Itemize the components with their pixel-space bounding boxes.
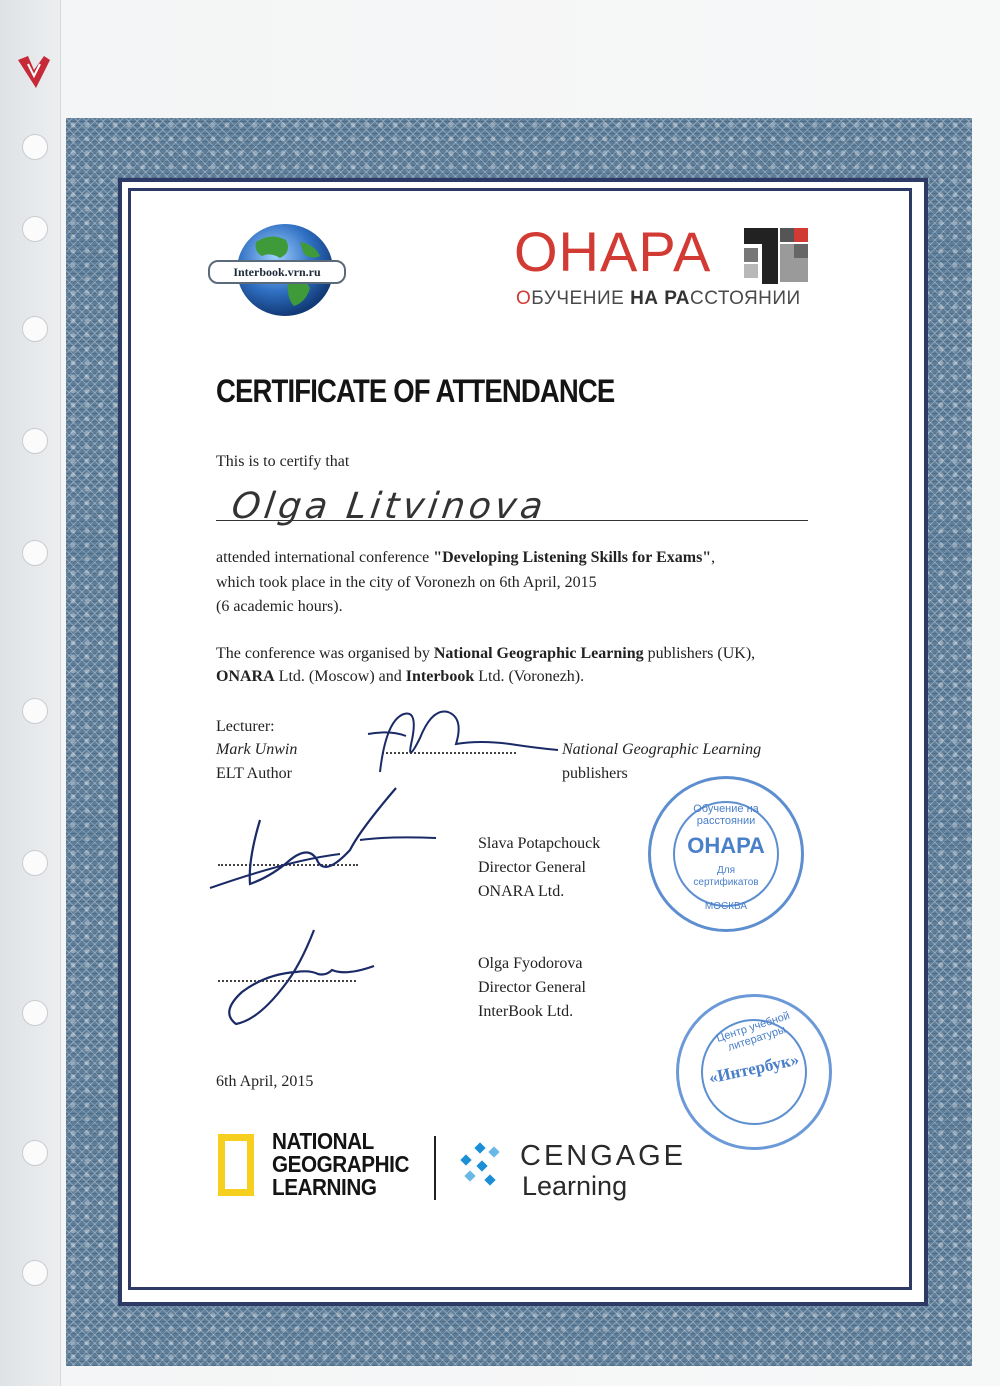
footer-logo-divider <box>434 1136 436 1200</box>
lecturer-label: Lecturer: <box>216 718 275 735</box>
attended-line: attended international conference "Developing Listening Skills for Exams", <box>216 549 716 566</box>
interbook-stamp-ring: Центр учебной литературы <box>714 1009 792 1054</box>
signatory-1-signature <box>200 780 440 900</box>
sleeve-brand-mark-icon <box>14 52 54 92</box>
signatory-2-name: Olga Fyodorova <box>478 955 583 972</box>
signatory-2-title: Director General <box>478 979 586 996</box>
interbook-logo-label: Interbook.vrn.ru <box>208 260 346 284</box>
onara-logo-squares-icon <box>744 228 810 284</box>
sleeve-binding-strip <box>0 0 61 1386</box>
cengage-logo-subtitle: Learning <box>522 1171 628 1201</box>
binder-hole <box>22 1000 48 1026</box>
signatory-1-name: Slava Potapchouck <box>478 835 601 852</box>
binder-hole <box>22 316 48 342</box>
onara-logo-title: ОНАРА <box>514 220 712 283</box>
recipient-name: Olga Litvinova <box>229 486 550 527</box>
lecturer-org-line2: publishers <box>562 765 628 782</box>
lecturer-name: Mark Unwin <box>216 741 298 758</box>
binder-hole <box>22 1140 48 1166</box>
binder-hole <box>22 698 48 724</box>
hours-line: (6 academic hours). <box>216 598 343 615</box>
signatory-1-org: ONARA Ltd. <box>478 883 565 900</box>
onara-stamp-bottom: МОСКВА <box>704 901 748 912</box>
organised-line-2: ONARA Ltd. (Moscow) and Interbook Ltd. (Voronezh). <box>216 668 585 685</box>
lecturer-org-line1: National Geographic Learning <box>562 741 762 758</box>
cengage-logo-icon <box>456 1140 512 1190</box>
binder-hole <box>22 216 48 242</box>
conference-name: "Developing Listening Skills for Exams" <box>433 549 712 566</box>
interbook-stamp <box>676 994 832 1150</box>
binder-hole <box>22 1260 48 1286</box>
binder-hole <box>22 850 48 876</box>
binder-hole <box>22 428 48 454</box>
interbook-stamp-center: «Интербук» <box>707 1049 801 1088</box>
signatory-2-signature <box>214 916 394 1036</box>
place-line: which took place in the city of Voronezh on 6th April, 2015 <box>216 574 597 591</box>
onara-stamp-sub: Для сертификатов <box>693 865 759 888</box>
onara-logo-subtitle: ОБУЧЕНИЕ НА РАССТОЯНИИ <box>516 288 801 309</box>
lecturer-signature <box>360 700 570 790</box>
national-geographic-logo-text: NATIONAL GEOGRAPHIC LEARNING <box>272 1128 409 1200</box>
signatory-2-org: InterBook Ltd. <box>478 1003 574 1020</box>
onara-stamp-ring: Обучение на расстоянии <box>693 803 759 827</box>
signatory-1-title: Director General <box>478 859 586 876</box>
certificate-heading: CERTIFICATE OF ATTENDANCE <box>216 373 615 409</box>
onara-stamp <box>648 776 804 932</box>
lecturer-role: ELT Author <box>216 765 293 782</box>
certificate-date: 6th April, 2015 <box>216 1073 314 1090</box>
onara-stamp-center: ОНАРА <box>687 833 765 858</box>
binder-hole <box>22 540 48 566</box>
recipient-underline <box>216 520 808 521</box>
organised-line-1: The conference was organised by National Geographic Learning publishers (UK), <box>216 645 756 662</box>
national-geographic-logo-box-icon <box>218 1134 254 1196</box>
binder-hole <box>22 134 48 160</box>
certify-intro: This is to certify that <box>216 453 350 470</box>
cengage-logo-title: CENGAGE <box>520 1140 687 1172</box>
